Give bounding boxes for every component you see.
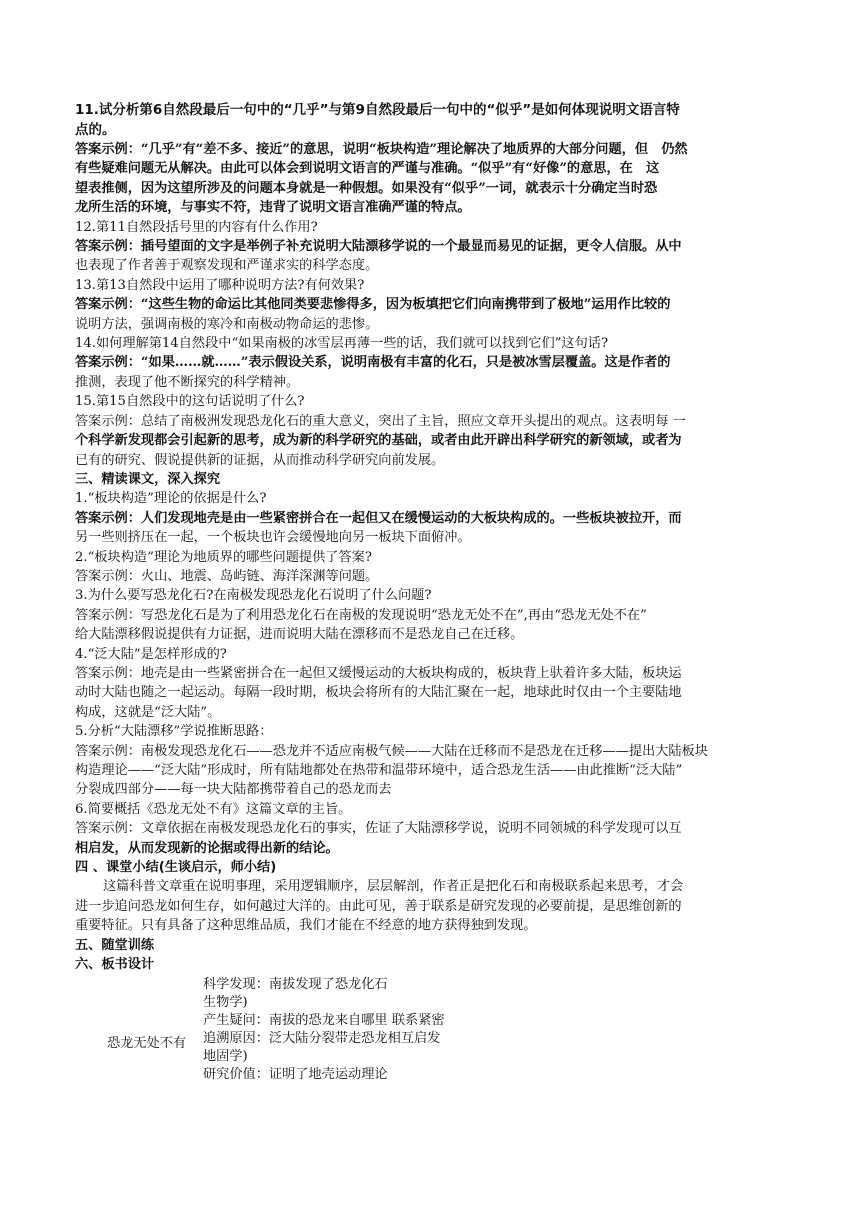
text-line: 个科学新发现都会引起新的思考，成为新的科学研究的基础，或者由此开辟出科学研究的新领域，或者为 [75, 433, 682, 449]
text-line: 答案示例：南极发现恐龙化石——恐龙并不适应南极气候——大陆在迁移而不是恐龙在迁移——提出大陆板块 [75, 743, 708, 759]
text-line: 15.第15自然段中的这句话说明了什么? [75, 394, 305, 410]
text-line: 已有的研究、假说提供新的证据，从而推动科学研究向前发展。 [75, 452, 445, 468]
text-line: 答案示例：火山、地震、岛屿链、海洋深渊等问题。 [75, 568, 379, 584]
text-line: 3.为什么要写恐龙化石?在南极发现恐龙化石说明了什么问题? [75, 588, 432, 604]
text-line: 这篇科普文章重在说明事理，采用逻辑顺序，层层解剖，作者正是把化石和南极联系起来思考，才会 [103, 879, 684, 895]
text-line: 推测，表现了他不断探究的科学精神。 [75, 374, 300, 390]
text-line: 也表现了作者善于观察发现和严谨求实的科学态度。 [75, 258, 379, 274]
board-line: 地固学) [203, 1049, 248, 1065]
text-line: 答案示例：总结了南极洲发现恐龙化石的重大意义，突出了主旨，照应文章开头提出的观点。这表明每 一 [75, 413, 686, 429]
board-line: 产生疑问：南拔的恐龙来自哪里 联系紧密 [203, 1013, 445, 1029]
text-line: 进一步追问恐龙如何生存，如何越过大洋的。由此可见，善于联系是研究发现的必要前提，是思维创新的 [75, 898, 682, 914]
board-line: 科学发现：南拔发现了恐龙化石 [203, 977, 388, 993]
text-line: 给大陆漂移假说提供有力证据，进而说明大陆在漂移而不是恐龙自己在迁移。 [75, 627, 524, 643]
text-line: 答案示例：“几乎”有“差不多、接近”的意思，说明“板块构造”理论解决了地质界的大部分问题，但 仍然 [75, 142, 688, 157]
text-line: 答案示例：地壳是由一些紧密拼合在一起但又缓慢运动的大板块构成的，板块背上驮着许多大陆，板块运 [75, 665, 682, 681]
text-line: 重要特征。只有具备了这种思维品质，我们才能在不经意的地方获得独到发现。 [75, 918, 537, 934]
text-line: 1.“板块构造”理论的依据是什么? [75, 491, 267, 507]
text-line: 答案示例：写恐龙化石是为了利用恐龙化石在南极的发现说明“恐龙无处不在”,再由“恐龙无处不在” [75, 607, 647, 623]
text-line: 2.“板块构造”理论为地质界的哪些问题提供了答案? [75, 549, 372, 565]
text-line: 点的。 [75, 122, 116, 138]
board-center-title: 恐龙无处不有 [107, 1036, 187, 1052]
board-line: 追溯原因：泛大陆分裂带走恐龙相互启发 [203, 1031, 441, 1047]
text-line: 14.如何理解第14自然段中“如果南极的冰雪层再薄一些的话，我们就可以找到它们”这句话? [75, 336, 609, 352]
text-line: 望表推侧，因为这望所涉及的问题本身就是一种假想。如果没有“似乎”一词，就表示十分确定当时恐 [75, 180, 658, 196]
text-line: 答案示例：文章依据在南极发现恐龙化石的事实，佐证了大陆漂移学说，说明不同领城的科学发现可以互 [75, 821, 682, 837]
text-line: 11.试分析第6自然段最后一句中的“几乎”与第9自然段最后一句中的“似乎”是如何体现说明文语言特 [75, 102, 680, 118]
text-line: 三、精读课文，深入探究 [75, 471, 221, 487]
document-page [75, 100, 785, 1096]
text-line: 答案示例：人们发现地壳是由一些紧密拼合在一起但又在缓慢运动的大板块构成的。一些板块被拉开，而 [75, 510, 682, 526]
text-line: 6.简要概括《恐龙无处不有》这篇文章的主旨。 [75, 801, 352, 817]
board-line: 研究价值：证明了地壳运动理论 [203, 1067, 388, 1083]
text-line: 构成，这就是“泛大陆”。 [75, 704, 221, 720]
board-branches [203, 976, 445, 1084]
text-line: 13.第13自然段中运用了哪种说明方法?有何效果? [75, 277, 365, 293]
text-line: 说明方法，强调南极的寒冷和南极动物命运的悲惨。 [75, 316, 379, 332]
text-line: 另一些则挤压在一起，一个板块也许会缓慢地向另一板块下面俯冲。 [75, 530, 471, 546]
board-line: 生物学) [203, 995, 248, 1011]
document-body [75, 100, 785, 974]
text-line: 答案示例：插号望面的文字是举例子补充说明大陆漂移学说的一个最显而易见的证据，更令人信服。从中 [75, 239, 682, 255]
text-line: 有些疑难问题无从解决。由此可以体会到说明文语言的严谨与准确。“似乎”有“好像”的意思，在 这 [75, 161, 660, 177]
text-line: 五、随堂训练 [75, 937, 155, 953]
text-line: 4.“泛大陆”是怎样形成的? [75, 646, 227, 662]
text-line: 动时大陆也随之一起运动。每隔一段时期，板块会将所有的大陆汇聚在一起，地球此时仅由一个主要陆地 [75, 685, 682, 701]
text-line: 六、板书设计 [75, 957, 155, 973]
text-line: 龙所生活的环境，与事实不符，违背了说明文语言准确严谨的特点。 [75, 200, 471, 216]
text-line: 5.分析“大陆漂移”学说推断思路： [75, 724, 273, 740]
text-line: 相启发，从而发现新的论据或得出新的结论。 [75, 840, 339, 856]
text-line: 答案示例：“如果……就……”表示假设关系，说明南极有丰富的化石，只是被冰雪层覆盖。这是作者的 [75, 355, 671, 371]
text-line: 12.第11自然段括号里的内容有什么作用? [75, 219, 318, 235]
text-line: 构造理论——“泛大陆”形成时，所有陆地都处在热带和温带环境中，适合恐龙生活——由此推断“泛大陆” [75, 763, 683, 778]
text-line: 分裂成四部分——每一块大陆都携带着自己的恐龙而去 [75, 782, 392, 798]
text-line: 四 、课堂小结(生谈启示，师小结) [75, 860, 277, 876]
text-line: 答案示例：“这些生物的命运比其他同类要悲惨得多，因为板填把它们向南携带到了极地”运用作比较的 [75, 297, 671, 313]
blackboard-design [75, 976, 785, 1096]
